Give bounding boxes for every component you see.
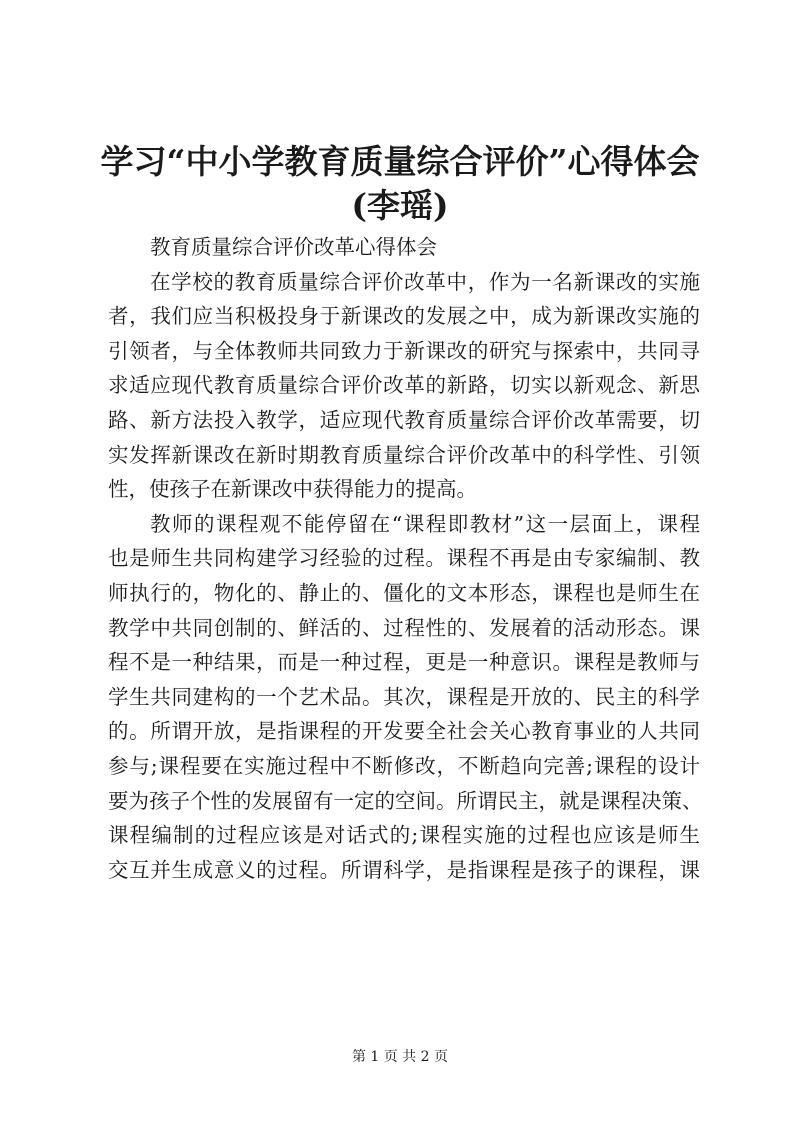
body-line: 的。所谓开放，是指课程的开发要全社会关心教育事业的人共同 [108,719,700,744]
body-line: 教师的课程观不能停留在“课程即教材”这一层面上，课程 [150,511,700,536]
document-title: 学习“中小学教育质量综合评价”心得体会 [100,142,700,181]
page-number: 第 1 页 [351,1049,398,1065]
body-line: 引领者，与全体教师共同致力于新课改的研究与探索中，共同寻 [108,338,700,363]
body-line: 在学校的教育质量综合评价改革中，作为一名新课改的实施 [150,269,700,294]
document-body [108,230,703,887]
body-line-subtitle: 教育质量综合评价改革心得体会 [150,235,437,259]
body-line: 路、新方法投入教学，适应现代教育质量综合评价改革需要，切 [108,407,700,432]
body-line: 课程编制的过程应该是对话式的;课程实施的过程也应该是师生 [108,823,700,848]
page-footer [0,1047,800,1067]
body-line: 求适应现代教育质量综合评价改革的新路，切实以新观念、新思 [108,373,700,398]
body-line: 参与;课程要在实施过程中不断修改，不断趋向完善;课程的设计 [108,753,700,778]
document-title-author: (李瑶) [351,186,449,225]
body-line: 也是师生共同构建学习经验的过程。课程不再是由专家编制、教 [108,546,700,571]
page-total: 共 2 页 [402,1049,449,1065]
body-line: 教学中共同创制的、鲜活的、过程性的、发展着的活动形态。课 [108,615,700,640]
body-line: 实发挥新课改在新时期教育质量综合评价改革中的科学性、引领 [108,442,700,467]
body-line: 性，使孩子在新课改中获得能力的提高。 [108,477,477,502]
body-line: 学生共同建构的一个艺术品。其次，课程是开放的、民主的科学 [108,684,700,709]
body-line: 者，我们应当积极投身于新课改的发展之中，成为新课改实施的 [108,304,700,329]
body-line: 师执行的，物化的、静止的、僵化的文本形态，课程也是师生在 [108,580,700,605]
body-line: 要为孩子个性的发展留有一定的空间。所谓民主，就是课程决策、 [108,788,703,813]
body-line: 交互并生成意义的过程。所谓科学，是指课程是孩子的课程，课 [108,857,700,882]
body-line: 程不是一种结果，而是一种过程，更是一种意识。课程是教师与 [108,650,700,675]
